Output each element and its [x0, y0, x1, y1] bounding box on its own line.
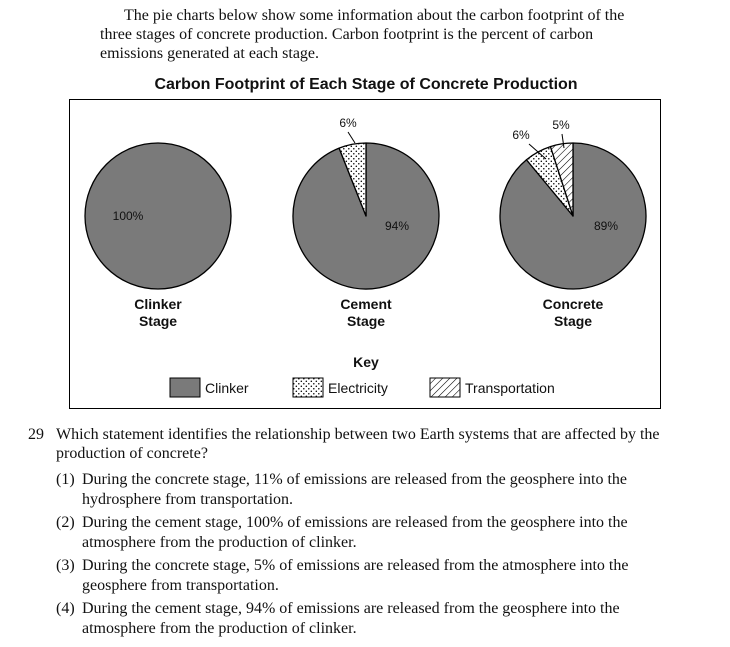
chart-title: Carbon Footprint of Each Stage of Concrete Production	[154, 76, 578, 93]
stage-label-cement: Cement	[340, 296, 392, 312]
pie-cement	[293, 116, 439, 329]
legend-label-transportation: Transportation	[465, 380, 555, 396]
pie-label-cement-clinker: 94%	[384, 219, 410, 233]
stage-label-cement-line2: Stage	[346, 313, 386, 329]
stage-label-concrete-line2: Stage	[553, 313, 593, 329]
legend-swatch-clinker	[170, 378, 200, 397]
legend-swatch-electricity	[293, 378, 323, 397]
answer-choice-1[interactable]	[56, 470, 656, 510]
choice-number: (3)	[56, 557, 75, 574]
legend-label-electricity: Electricity	[328, 380, 388, 396]
legend-label-clinker: Clinker	[205, 380, 249, 396]
pie-chart-figure	[69, 99, 661, 409]
legend-swatch-transportation	[430, 378, 460, 397]
pie-concrete	[500, 118, 646, 329]
leader-line	[348, 132, 355, 143]
answer-choice-2[interactable]	[56, 513, 656, 553]
pie-label-cement-electricity: 6%	[339, 116, 357, 130]
legend-title: Key	[353, 354, 379, 370]
answer-choice-3[interactable]	[56, 556, 656, 596]
pie-label-concrete-electricity: 6%	[512, 128, 530, 142]
stage-label-concrete: Concrete	[542, 296, 604, 312]
answer-choice-4[interactable]	[56, 599, 656, 639]
pie-label-clinker-clinker: 100%	[112, 209, 144, 223]
choice-number: (4)	[56, 600, 75, 617]
choice-text: During the cement stage, 100% of emissions are released from the geosphere into the atmosphere from the production of clinker.	[82, 514, 628, 551]
question-text: Which statement identifies the relationship between two Earth systems that are affected by the production of concrete?	[56, 426, 660, 462]
question-number: 29	[28, 426, 44, 443]
question-29	[28, 425, 688, 463]
pie-slice-clinker-clinker	[85, 143, 231, 289]
choice-text: During the concrete stage, 11% of emissions are released from the geosphere into the hydrosphere from transportation.	[82, 471, 627, 508]
choice-number: (2)	[56, 514, 75, 531]
pie-label-concrete-transportation: 5%	[552, 118, 570, 132]
chart-legend	[170, 354, 555, 397]
choice-number: (1)	[56, 471, 75, 488]
pie-clinker	[85, 143, 231, 329]
stage-label-clinker-line2: Stage	[138, 313, 178, 329]
pie-label-concrete-clinker: 89%	[593, 219, 619, 233]
pie-charts-svg	[70, 100, 662, 410]
choice-text: During the concrete stage, 5% of emissions are released from the atmosphere into the geosphere from transportation.	[82, 557, 629, 594]
intro-paragraph: The pie charts below show some information about the carbon footprint of the three stages of concrete production. Carbon footprint is the percent of carbon emissions generated at each stage.	[100, 7, 625, 62]
stage-label-clinker: Clinker	[134, 296, 182, 312]
choice-text: During the cement stage, 94% of emissions are released from the geosphere into the atmosphere from the production of clinker.	[82, 600, 620, 637]
